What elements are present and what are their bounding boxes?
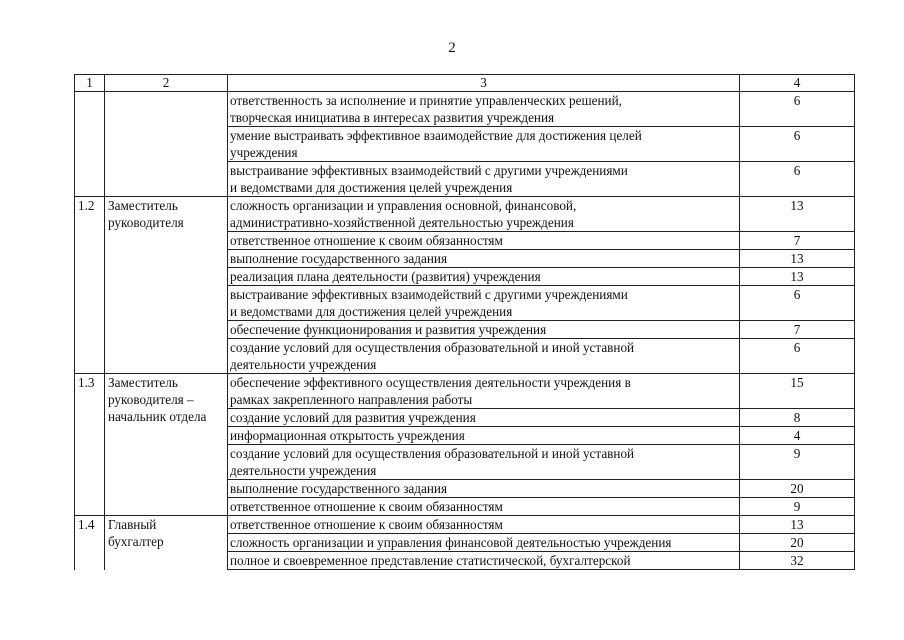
score-cell: 7 [740,232,855,250]
criteria-table [74,74,855,570]
criterion-cell: реализация плана деятельности (развития) учреждения [228,268,740,286]
criterion-cell: обеспечение функционирования и развития учреждения [228,321,740,339]
criterion-cell: информационная открытость учреждения [228,427,740,445]
criterion-cell: создание условий для осуществления образовательной и иной уставной деятельности учреждения [228,445,740,480]
position-title: Заместитель руководителя – начальник отдела [105,374,228,516]
table-header-row [75,75,855,92]
score-cell: 6 [740,127,855,162]
criterion-cell: умение выстраивать эффективное взаимодействие для достижения целей учреждения [228,127,740,162]
criterion-cell: ответственность за исполнение и принятие управленческих решений, творческая инициатива в интересах развития учреждения [228,92,740,127]
criterion-cell: выстраивание эффективных взаимодействий с другими учреждениями и ведомствами для достижения целей учреждения [228,162,740,197]
item-number: 1.4 [75,516,105,570]
criterion-cell: сложность организации и управления основной, финансовой, административно-хозяйственной деятельностью учреждения [228,197,740,232]
criterion-cell: создание условий для осуществления образовательной и иной уставной деятельности учреждения [228,339,740,374]
position-cell-empty [105,92,228,197]
criterion-cell: выстраивание эффективных взаимодействий с другими учреждениями и ведомствами для достижения целей учреждения [228,286,740,321]
criterion-cell: ответственное отношение к своим обязанностям [228,516,740,534]
criterion-cell: ответственное отношение к своим обязанностям [228,498,740,516]
criterion-cell: сложность организации и управления финансовой деятельностью учреждения [228,534,740,552]
header-col-1: 1 [75,75,105,92]
criterion-cell: выполнение государственного задания [228,480,740,498]
score-cell: 8 [740,409,855,427]
criterion-cell: обеспечение эффективного осуществления деятельности учреждения в рамках закрепленного направления работы [228,374,740,409]
score-cell: 20 [740,480,855,498]
score-cell: 6 [740,339,855,374]
table-row [75,92,855,127]
score-cell: 20 [740,534,855,552]
score-cell: 6 [740,162,855,197]
number-cell-empty [75,92,105,197]
criterion-cell: ответственное отношение к своим обязанностям [228,232,740,250]
score-cell: 9 [740,498,855,516]
page-number: 2 [448,40,456,56]
table-row [75,197,855,232]
header-col-3: 3 [228,75,740,92]
header-col-2: 2 [105,75,228,92]
score-cell: 32 [740,552,855,570]
score-cell: 13 [740,250,855,268]
score-cell: 6 [740,92,855,127]
criterion-cell: полное и своевременное представление статистической, бухгалтерской [228,552,740,570]
criterion-cell: создание условий для развития учреждения [228,409,740,427]
score-cell: 6 [740,286,855,321]
criterion-cell: выполнение государственного задания [228,250,740,268]
score-cell: 4 [740,427,855,445]
position-title: Главный бухгалтер [105,516,228,570]
score-cell: 13 [740,516,855,534]
score-cell: 15 [740,374,855,409]
score-cell: 9 [740,445,855,480]
item-number: 1.3 [75,374,105,516]
score-cell: 13 [740,268,855,286]
position-title: Заместитель руководителя [105,197,228,374]
item-number: 1.2 [75,197,105,374]
table-row [75,374,855,409]
table-row [75,516,855,534]
header-col-4: 4 [740,75,855,92]
score-cell: 7 [740,321,855,339]
score-cell: 13 [740,197,855,232]
